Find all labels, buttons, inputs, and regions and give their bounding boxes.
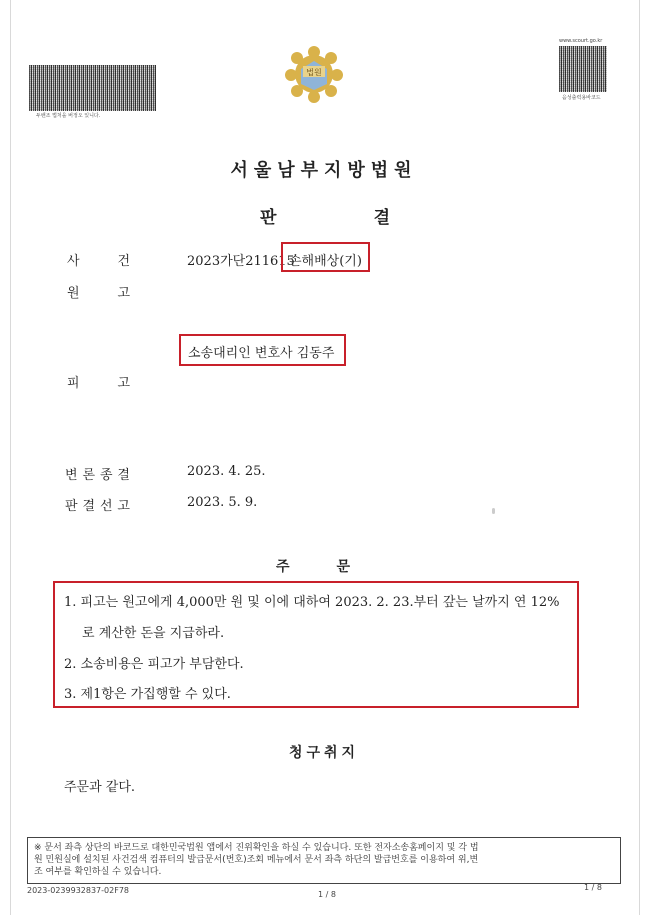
order-item: 로 계산한 돈을 지급하라.	[82, 626, 225, 641]
case-number: 2023가단211615	[187, 254, 295, 269]
document-title-char: 결	[373, 208, 390, 228]
hearing-end-date: 2023. 4. 25.	[187, 464, 266, 479]
barcode-caption: 두밴조 법처을 버정오 있니다.	[36, 113, 101, 119]
voice-barcode-caption: 음성출력용바코드	[562, 95, 601, 101]
attorney: 소송대리인 변호사 김동주	[188, 346, 335, 361]
issue-number: 2023-0239932837-02F78	[27, 886, 129, 895]
page-number-right: 1 / 8	[584, 883, 602, 892]
order-item: 2. 소송비용은 피고가 부담한다.	[64, 657, 244, 672]
judgment-label: 판 결 선 고	[65, 499, 130, 514]
order-item: 1. 피고는 원고에게 4,000만 원 및 이에 대하여 2023. 2. 23.부터 갚는 날까지 연 12%	[64, 595, 560, 610]
document-title-char: 판	[260, 208, 277, 228]
order-title: 주 문	[276, 559, 350, 575]
court-name: 서울남부지방법원	[230, 160, 418, 181]
order-item: 3. 제1항은 가집행할 수 있다.	[64, 687, 231, 702]
claim-title: 청구취지	[288, 745, 360, 761]
page-number: 1 / 8	[318, 890, 336, 899]
emblem-text: 법원	[306, 68, 322, 77]
verification-notice	[27, 837, 621, 884]
verification-barcode	[29, 65, 156, 111]
notice-line: 원 민원실에 설치된 사건검색 컴퓨터의 발급문서(번호)조회 메뉴에서 문서 좌측 하단의 발급번호를 이용하여 위,변	[34, 855, 479, 865]
plaintiff-label: 원 고	[67, 286, 130, 301]
case-name: 손해배상(기)	[289, 254, 362, 269]
notice-line: ※ 문서 좌측 상단의 바코드로 대한민국법원 앱에서 진위확인을 하실 수 있습니다. 또한 전자소송홈페이지 및 각 법	[34, 843, 479, 853]
hearing-end-label: 변 론 종 결	[65, 468, 130, 483]
document-title	[260, 203, 390, 228]
case-label: 사 건	[67, 254, 130, 269]
notice-line: 조 여부를 확인하실 수 있습니다.	[34, 867, 162, 877]
scan-mark	[492, 508, 495, 514]
judgment-date: 2023. 5. 9.	[187, 495, 258, 510]
court-emblem-icon	[283, 44, 345, 104]
claim-text: 주문과 같다.	[64, 780, 136, 795]
voice-output-barcode	[559, 46, 607, 92]
defendant-label: 피 고	[67, 376, 130, 391]
court-url: www.scourt.go.kr	[559, 38, 603, 44]
